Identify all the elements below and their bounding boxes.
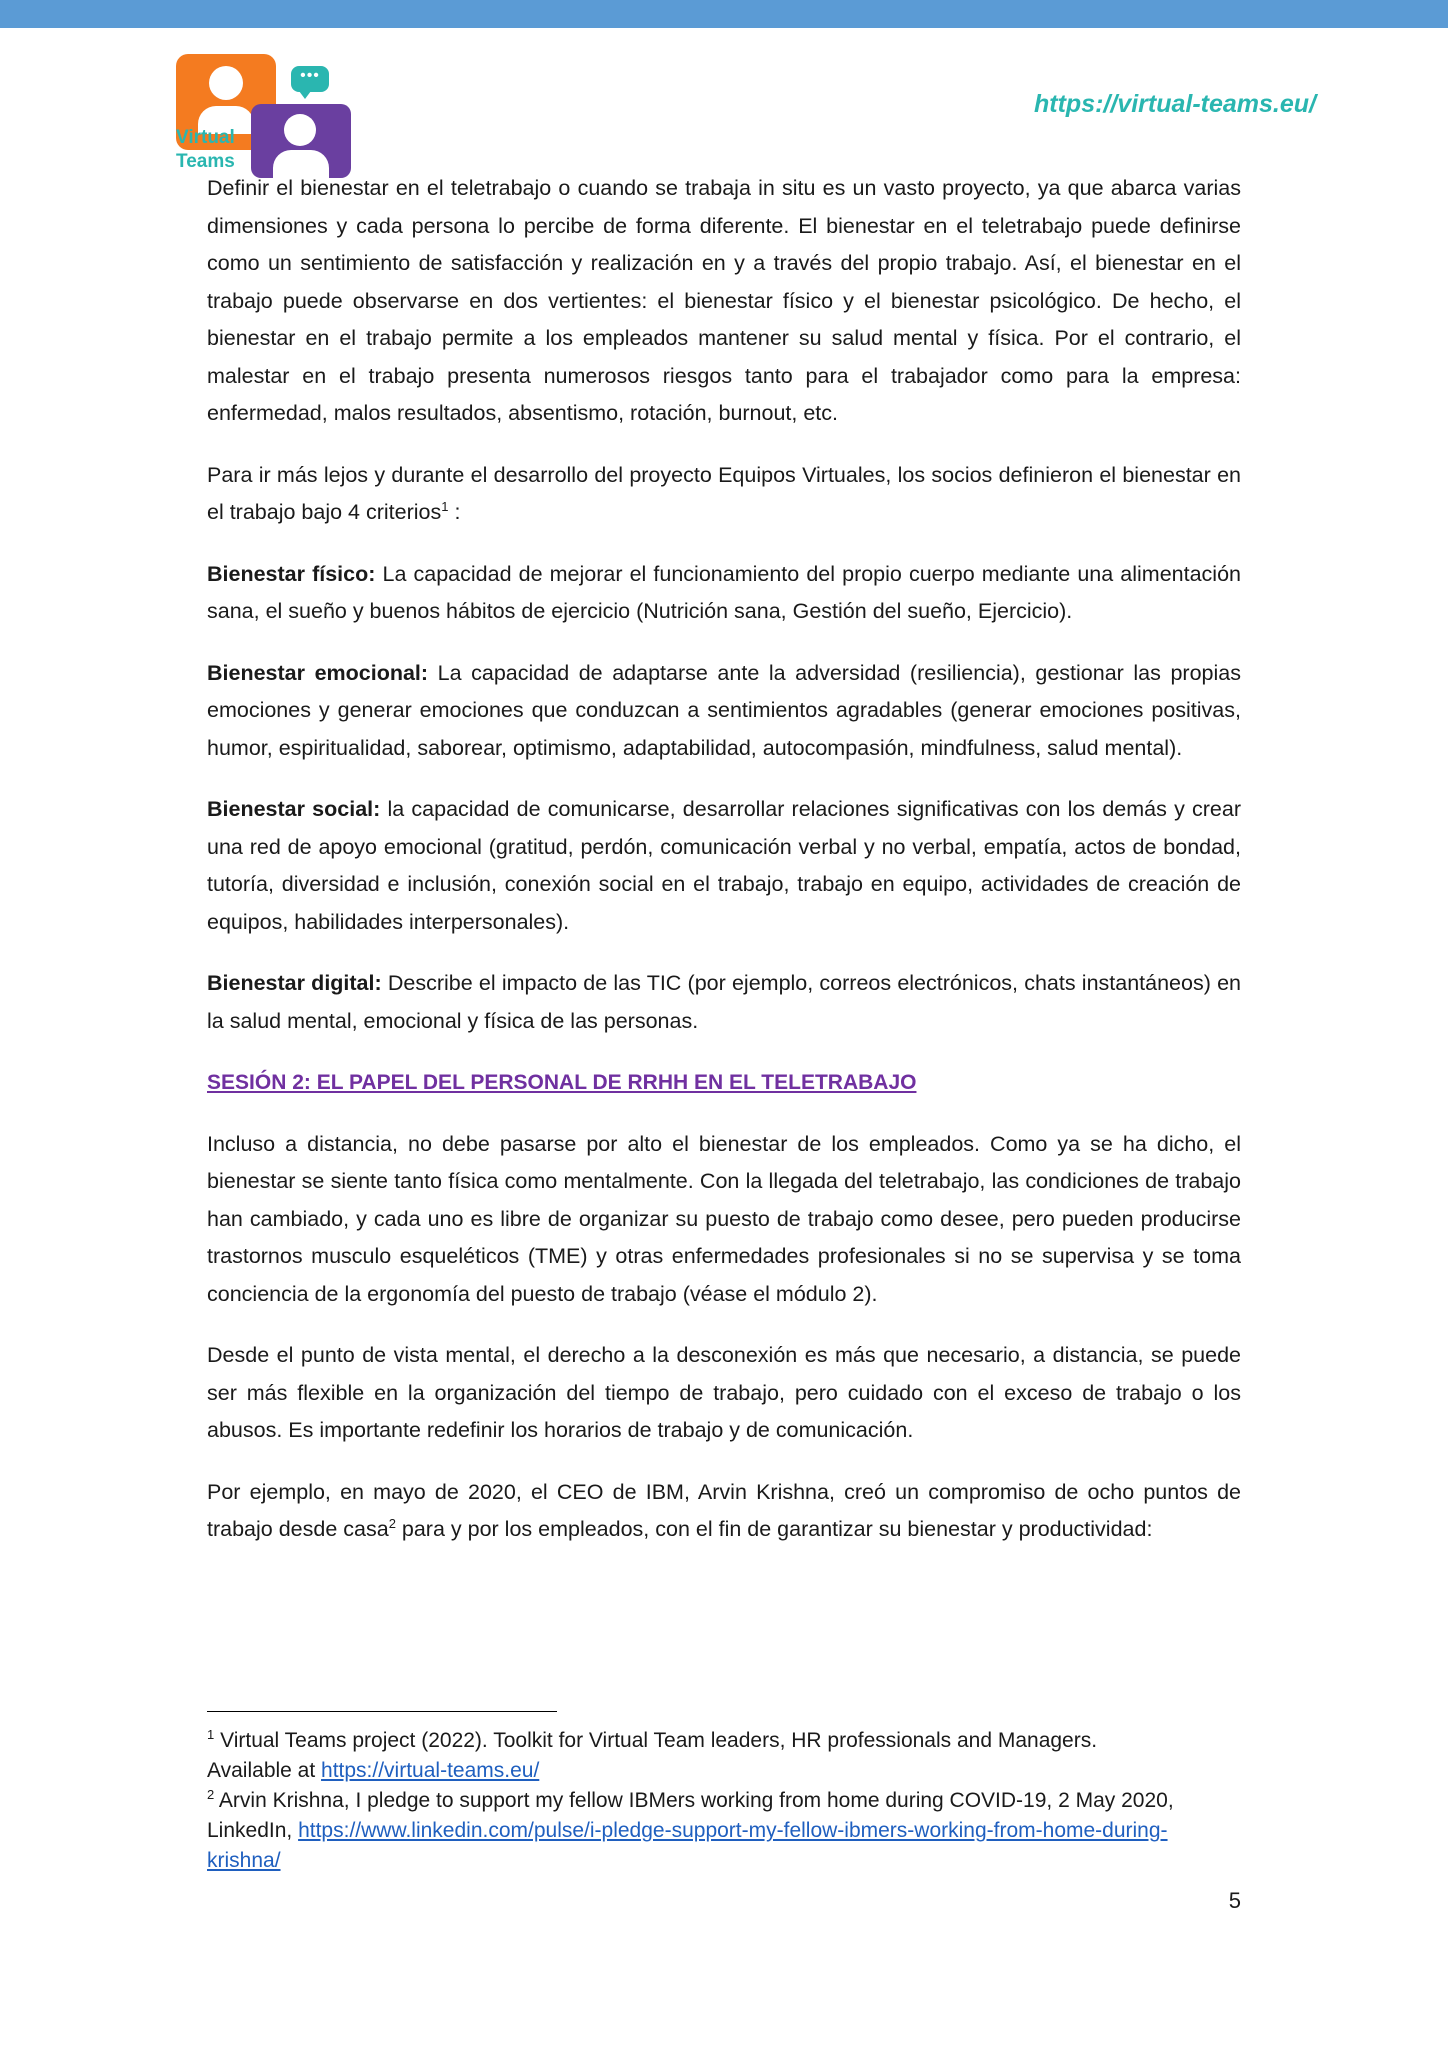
chat-bubble-icon: •••: [291, 66, 329, 92]
criteria-intro-paragraph: Para ir más lejos y durante el desarrollo del proyecto Equipos Virtuales, los socios definieron el bienestar en el trabajo bajo 4 criterios$^1$ :: [207, 462, 1241, 524]
virtual-teams-logo: [176, 52, 356, 182]
intro-paragraph: Definir el bienestar en el teletrabajo o cuando se trabaja in situ es un vasto proyecto, ya que abarca varias dimensiones y cada persona lo percibe de forma diferente. El bienestar en el teletrabajo puede definirse como un sentimiento de satisfacción y realización en y a través del propio trabajo. Así, el bienestar en el trabajo puede observarse en dos vertientes: el bienestar físico y el bienestar psicológico. De hecho, el bienestar en el trabajo permite a los empleados mantener su salud mental y física. Por el contrario, el malestar en el trabajo presenta numerosos riesgos tanto para el trabajador como para la empresa: enfermedad, malos resultados, absentismo, rotación, burnout, etc.: [207, 176, 1241, 425]
document-body: [207, 170, 1241, 1573]
footnote-2-link[interactable]: https://www.linkedin.com/pulse/i-pledge-support-my-fellow-ibmers-working-from-home-during-krishna/: [207, 1819, 1168, 1872]
disconnection-paragraph: Desde el punto de vista mental, el derecho a la desconexión es más que necesario, a distancia, se puede ser más flexible en la organización del tiempo de trabajo, pero cuidado con el exceso de trabajo o los abusos. Es importante redefinir los horarios de trabajo y de comunicación.: [207, 1343, 1241, 1442]
logo-text-teams: Teams: [176, 151, 235, 172]
criterion-physical: Bienestar físico: La capacidad de mejorar el funcionamiento del propio cuerpo mediante una alimentación sana, el sueño y buenos hábitos de ejercicio (Nutrición sana, Gestión del sueño, Ejercicio).: [207, 561, 1241, 623]
footnote-1-link[interactable]: https://virtual-teams.eu/: [321, 1759, 540, 1782]
footnote-1: $^1$ Virtual Teams project (2022). Toolkit for Virtual Team leaders, HR professionals and Managers. Available at https://virtual-teams.eu/: [207, 1727, 1098, 1782]
logo-text-virtual: Virtual: [176, 127, 235, 148]
purple-person-tile: [251, 104, 351, 178]
top-accent-bar: [0, 0, 1448, 28]
session-heading: SESIÓN 2: EL PAPEL DEL PERSONAL DE RRHH EN EL TELETRABAJO: [207, 1071, 917, 1094]
page-number: 5: [1228, 1888, 1241, 1913]
ibm-example-paragraph: Por ejemplo, en mayo de 2020, el CEO de IBM, Arvin Krishna, creó un compromiso de ocho puntos de trabajo desde casa$^2$ para y por los empleados, con el fin de garantizar su bienestar y productividad:: [207, 1479, 1241, 1541]
footnote-2: $^2$ Arvin Krishna, I pledge to support my fellow IBMers working from home during COVID-19, 2 May 2020, LinkedIn, https://www.linkedin.com/pulse/i-pledge-support-my-fellow-ibmers-working-from-home-during-krishna/: [207, 1787, 1174, 1872]
footnote-separator: [207, 1711, 557, 1712]
header-url-link[interactable]: https://virtual-teams.eu/: [1034, 90, 1316, 118]
footnotes: [207, 1726, 1241, 1876]
criterion-emotional: Bienestar emocional: La capacidad de adaptarse ante la adversidad (resiliencia), gestionar las propias emociones y generar emociones que conduzcan a sentimientos agradables (generar emociones positivas, humor, espiritualidad, saborear, optimismo, adaptabilidad, autocompasión, mindfulness, salud mental).: [207, 660, 1241, 760]
footnote-ref-1[interactable]: 1: [441, 499, 449, 514]
criterion-digital: Bienestar digital: Describe el impacto de las TIC (por ejemplo, correos electrónicos, chats instantáneos) en la salud mental, emocional y física de las personas.: [207, 971, 1241, 1033]
criterion-social: Bienestar social: la capacidad de comunicarse, desarrollar relaciones significativas con los demás y crear una red de apoyo emocional (gratitud, perdón, comunicación verbal y no verbal, empatía, actos de bondad, tutoría, diversidad e inclusión, conexión social en el trabajo, trabajo en equipo, actividades de creación de equipos, habilidades interpersonales).: [207, 797, 1241, 934]
remote-wellbeing-paragraph: Incluso a distancia, no debe pasarse por alto el bienestar de los empleados. Como ya se ha dicho, el bienestar se siente tanto física como mentalmente. Con la llegada del teletrabajo, las condiciones de trabajo han cambiado, y cada uno es libre de organizar su puesto de trabajo como desee, pero pueden producirse trastornos musculo esqueléticos (TME) y otras enfermedades profesionales si no se supervisa y se toma conciencia de la ergonomía del puesto de trabajo (véase el módulo 2).: [207, 1131, 1241, 1306]
footnote-ref-2[interactable]: 2: [388, 1516, 396, 1531]
